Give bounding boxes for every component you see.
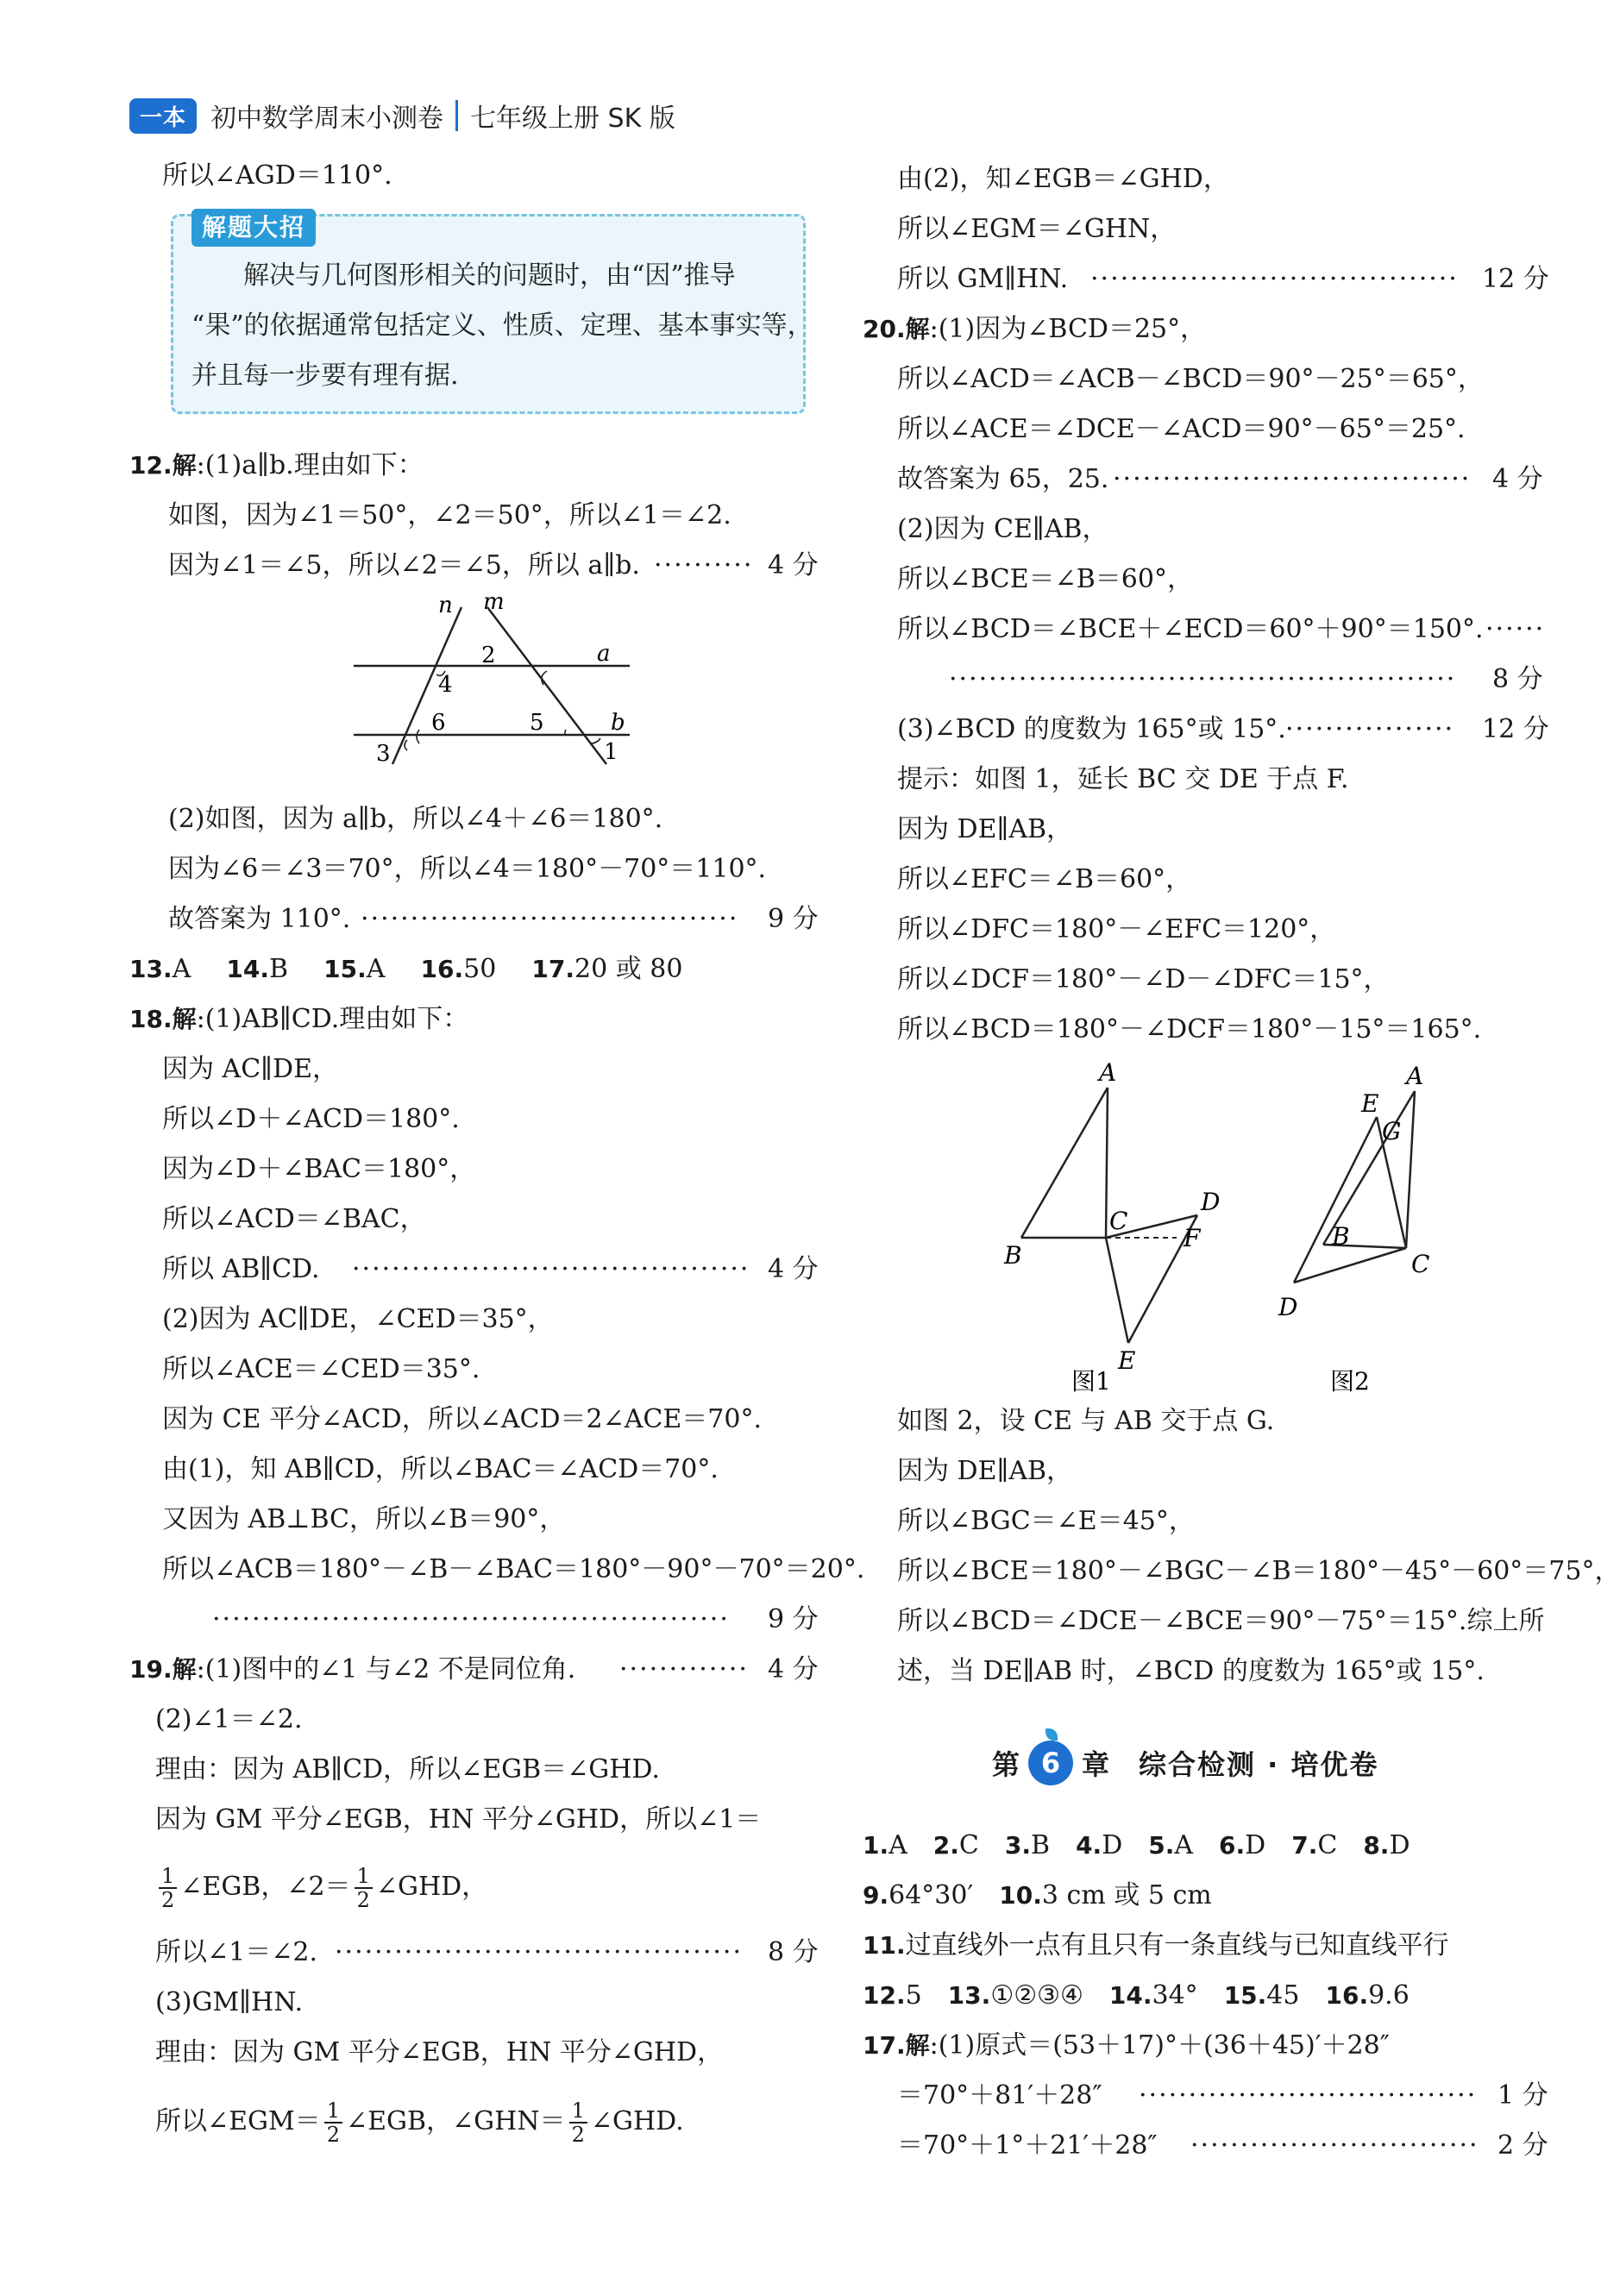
text-line: 提示：如图 1，延长 BC 交 DE 于点 F.	[897, 764, 1349, 794]
text-line: 述，当 DE∥AB 时，∠BCD 的度数为 165°或 15°.	[897, 1656, 1485, 1686]
answer: A	[366, 954, 386, 984]
text: :(1)图中的∠1 与∠2 不是同位角.	[196, 1654, 576, 1684]
question-number: 13.	[947, 1981, 991, 2010]
text-line: 所以∠ACE＝∠DCE－∠ACD＝90°－65°＝25°.	[897, 414, 1466, 444]
answer: B	[1031, 1830, 1051, 1860]
leader-dots: ··································	[1139, 2080, 1478, 2111]
leader-dots: ·····································	[1090, 264, 1459, 294]
question-number: 9.	[863, 1881, 889, 1910]
text-line: 所以∠BCD＝∠DCE－∠BCE＝90°－75°＝15°.综上所	[897, 1606, 1545, 1636]
text-line: 所以∠ACD＝∠BAC，	[162, 1204, 426, 1234]
text-line: (2)∠1＝∠2.	[155, 1704, 303, 1735]
score: 9 分	[768, 904, 819, 934]
text-line: 故答案为 110°.	[168, 904, 351, 934]
fraction: $\frac{1}{2}$	[355, 1865, 373, 1911]
answer: 20 或 80	[575, 954, 683, 984]
figure-q12	[345, 589, 673, 776]
label-F: F	[1184, 1224, 1201, 1252]
answer: 5	[905, 1980, 922, 2011]
text-line: 因为 DE∥AB，	[897, 1456, 1073, 1486]
answers-1-8	[863, 1829, 1410, 1863]
text-line: (3)GM∥HN.	[155, 1987, 304, 2017]
label-2: 2	[481, 643, 496, 668]
answer: 34°	[1152, 1980, 1198, 2011]
leader-dots: ······································	[361, 904, 739, 934]
leaf-icon	[1045, 1728, 1058, 1741]
label-A: A	[1099, 1058, 1117, 1087]
chapter-heading	[992, 1737, 1378, 1789]
answer: B	[268, 954, 289, 984]
answer: A	[888, 1830, 907, 1860]
score: 8 分	[1492, 664, 1543, 694]
question-19	[129, 1653, 575, 1687]
page-header	[129, 93, 675, 138]
text: :(1)AB∥CD.理由如下：	[196, 1004, 469, 1034]
question-number: 11.	[863, 1931, 906, 1960]
label-B: B	[1332, 1222, 1350, 1251]
text-line: 所以∠ACD＝∠ACB－∠BCD＝90°－25°＝65°，	[897, 364, 1484, 394]
text: 所以∠EGM＝	[155, 2106, 321, 2136]
text-line: 因为 GM 平分∠EGB，HN 平分∠GHD，所以∠1＝	[155, 1804, 762, 1835]
answer: 3 cm 或 5 cm	[1041, 1880, 1212, 1910]
tip-line: 并且每一步要有理有据.	[192, 361, 459, 391]
text: ∠GHD.	[590, 2106, 684, 2136]
text-line: ＝70°＋81′＋28″	[897, 2080, 1102, 2111]
text-line	[155, 1861, 487, 1913]
book-title: 七年级上册 SK 版	[470, 104, 675, 134]
text-line	[155, 2096, 684, 2148]
label-A: A	[1406, 1062, 1424, 1090]
question-number: 19.解	[129, 1655, 197, 1684]
figure-1	[992, 1057, 1251, 1396]
score: 4 分	[1492, 464, 1543, 494]
text-line: (2)如图，因为 a∥b，所以∠4＋∠6＝180°.	[168, 804, 663, 834]
answer: 45	[1266, 1980, 1300, 2011]
text-line: 因为 CE 平分∠ACD，所以∠ACD＝2∠ACE＝70°.	[162, 1404, 762, 1434]
question-number: 7.	[1291, 1831, 1318, 1860]
leader-dots: ·················	[1285, 714, 1455, 744]
tip-line: 解决与几何图形相关的问题时，由“因”推导	[243, 260, 736, 291]
answer: A	[1174, 1830, 1194, 1860]
question-number: 14.	[226, 955, 269, 983]
chapter-title: 综合检测 · 培优卷	[1139, 1748, 1379, 1781]
text-line: 故答案为 65，25.	[897, 464, 1109, 494]
question-number: 15.	[1223, 1981, 1267, 2010]
question-20	[863, 312, 1206, 347]
label-C: C	[1411, 1250, 1430, 1278]
question-number: 16.	[420, 955, 464, 983]
answer: 50	[463, 954, 497, 984]
question-number: 5.	[1148, 1831, 1175, 1860]
text-line: 如图 2，设 CE 与 AB 交于点 G.	[897, 1406, 1275, 1436]
chapter-number-badge	[1028, 1741, 1073, 1785]
answer: D	[1389, 1830, 1410, 1860]
label-G: G	[1382, 1117, 1402, 1145]
text: ∠EGB，∠2＝	[180, 1872, 351, 1902]
leader-dots: ····················································	[212, 1604, 730, 1634]
label-m: m	[483, 589, 505, 615]
text-line: 所以 GM∥HN.	[897, 264, 1069, 294]
text-line: 所以∠DCF＝180°－∠D－∠DFC＝15°，	[897, 964, 1390, 994]
question-18	[129, 1002, 468, 1037]
question-number: 6.	[1219, 1831, 1246, 1860]
answers-9-10	[863, 1879, 1212, 1913]
answer: C	[1317, 1830, 1338, 1860]
question-number: 12.解	[129, 451, 197, 480]
text-line: 因为∠1＝∠5，所以∠2＝∠5，所以 a∥b.	[168, 550, 640, 580]
text-line: 所以∠EGM＝∠GHN，	[897, 214, 1177, 244]
label-D: D	[1278, 1293, 1298, 1321]
fraction: $\frac{1}{2}$	[159, 1865, 177, 1911]
text-line: 所以∠1＝∠2.	[155, 1937, 317, 1967]
fraction: $\frac{1}{2}$	[569, 2099, 587, 2146]
text-line: 所以∠BCE＝∠B＝60°，	[897, 564, 1193, 594]
question-number: 16.	[1325, 1981, 1369, 2010]
question-number: 17.解	[863, 2031, 930, 2060]
line-m	[487, 607, 606, 764]
answer: ①②③④	[990, 1980, 1083, 2011]
text-line: 所以∠AGD＝110°.	[162, 160, 392, 191]
question-number: 15.	[323, 955, 367, 983]
figure-caption: 图1	[1071, 1367, 1111, 1396]
text: :(1)因为∠BCD＝25°，	[929, 314, 1207, 344]
text: :(1)a∥b.理由如下：	[196, 450, 424, 480]
answer: A	[172, 954, 192, 984]
leader-dots: ···················································	[949, 664, 1457, 694]
question-number: 8.	[1363, 1831, 1390, 1860]
text: ∠GHD，	[375, 1872, 488, 1902]
question-number: 3.	[1004, 1831, 1032, 1860]
text-line: 由(1)，知 AB∥CD，所以∠BAC＝∠ACD＝70°.	[162, 1454, 719, 1484]
answers-12-16	[863, 1979, 1410, 2013]
label-a: a	[597, 641, 611, 667]
question-number: 17.	[531, 955, 575, 983]
score: 4 分	[768, 1254, 819, 1284]
figure-caption: 图2	[1330, 1367, 1370, 1396]
label-b: b	[611, 710, 625, 736]
label-5: 5	[530, 710, 544, 736]
label-D: D	[1201, 1188, 1221, 1216]
answer: 过直线外一点有且只有一条直线与已知直线平行	[905, 1930, 1449, 1960]
text-line: 理由：因为 GM 平分∠EGB，HN 平分∠GHD，	[155, 2037, 724, 2067]
text-line: 所以∠EFC＝∠B＝60°，	[897, 864, 1192, 894]
text-line: 因为∠D＋∠BAC＝180°，	[162, 1154, 476, 1184]
label-C: C	[1109, 1207, 1128, 1235]
answer: D	[1245, 1830, 1266, 1860]
text-line: 因为 DE∥AB，	[897, 814, 1073, 844]
text-line: 所以∠ACE＝∠CED＝35°.	[162, 1354, 480, 1384]
tip-title: 解题大招	[192, 209, 316, 247]
answer-11	[863, 1929, 1449, 1963]
text: :(1)原式＝(53＋17)°＋(36＋45)′＋28″	[929, 2030, 1390, 2061]
question-number: 12.	[863, 1981, 906, 2010]
text-line: 如图，因为∠1＝50°，∠2＝50°，所以∠1＝∠2.	[168, 500, 732, 530]
answer: D	[1102, 1830, 1123, 1860]
label-3: 3	[376, 741, 391, 767]
answer: C	[958, 1830, 979, 1860]
score: 12 分	[1482, 714, 1549, 744]
leader-dots: ··········	[654, 550, 754, 580]
text: ∠EGB，∠GHN＝	[346, 2106, 566, 2136]
leader-dots: ·········································	[335, 1937, 743, 1967]
leader-dots: ·····························	[1190, 2130, 1479, 2161]
score: 9 分	[768, 1604, 819, 1634]
text-line: 所以∠BCD＝180°－∠DCF＝180°－15°＝165°.	[897, 1014, 1482, 1044]
question-number: 20.解	[863, 315, 930, 343]
brand-logo: 一本	[129, 98, 197, 134]
question-12	[129, 449, 424, 483]
label-6: 6	[431, 710, 446, 736]
answer: 64°30′	[888, 1880, 974, 1910]
chapter-suffix: 章	[1082, 1748, 1110, 1781]
score: 12 分	[1482, 264, 1549, 294]
score: 4 分	[768, 550, 819, 580]
question-number: 1.	[863, 1831, 889, 1860]
text-line: (2)因为 AC∥DE，∠CED＝35°，	[162, 1304, 554, 1334]
text-line: 由(2)，知∠EGB＝∠GHD，	[897, 164, 1229, 194]
text-line: 又因为 AB⊥BC，所以∠B＝90°，	[162, 1504, 566, 1534]
chapter-number: 6	[1040, 1747, 1061, 1779]
score: 2 分	[1498, 2130, 1548, 2161]
leader-dots: ······	[1485, 614, 1546, 644]
chapter-prefix: 第	[992, 1748, 1020, 1781]
text-line: 所以∠D＋∠ACD＝180°.	[162, 1104, 460, 1134]
question-number: 10.	[999, 1881, 1042, 1910]
question-number: 14.	[1108, 1981, 1152, 2010]
text-line: 所以∠BGC＝∠E＝45°，	[897, 1506, 1195, 1536]
label-E: E	[1118, 1346, 1136, 1375]
question-number: 2.	[932, 1831, 959, 1860]
text-line: 所以∠DFC＝180°－∠EFC＝120°，	[897, 914, 1336, 944]
score: 8 分	[768, 1937, 819, 1967]
label-4: 4	[438, 672, 453, 698]
text-line: 所以∠ACB＝180°－∠B－∠BAC＝180°－90°－70°＝20°.	[162, 1554, 865, 1584]
score: 1 分	[1498, 2080, 1548, 2111]
text-line: (3)∠BCD 的度数为 165°或 15°.	[897, 714, 1286, 744]
answer: 9.6	[1368, 1980, 1410, 2011]
score: 4 分	[768, 1654, 819, 1684]
label-E: E	[1361, 1089, 1379, 1118]
label-B: B	[1004, 1241, 1022, 1270]
text-line: 因为 AC∥DE，	[162, 1054, 338, 1084]
text-line: ＝70°＋1°＋21′＋28″	[897, 2130, 1158, 2161]
question-number: 13.	[129, 955, 173, 983]
text-line: 所以∠BCD＝∠BCE＋∠ECD＝60°＋90°＝150°.	[897, 614, 1484, 644]
label-1: 1	[604, 739, 618, 765]
question-number: 18.解	[129, 1005, 197, 1033]
label-n: n	[438, 593, 453, 618]
text-line: 所以∠BCE＝180°－∠BGC－∠B＝180°－45°－60°＝75°，	[897, 1556, 1620, 1586]
series-title: 初中数学周末小测卷	[210, 104, 444, 134]
text-line: (2)因为 CE∥AB，	[897, 514, 1108, 544]
leader-dots: ·············	[619, 1654, 749, 1684]
leader-dots: ········································	[352, 1254, 750, 1284]
question-17	[863, 2029, 1390, 2063]
header-divider	[455, 100, 458, 131]
answers-13-17	[129, 952, 682, 987]
fraction: $\frac{1}{2}$	[324, 2099, 342, 2146]
tip-line: “果”的依据通常包括定义、性质、定理、基本事实等，	[192, 311, 813, 341]
leader-dots: ····································	[1113, 464, 1472, 494]
figure-2	[1268, 1057, 1475, 1396]
text-line: 因为∠6＝∠3＝70°，所以∠4＝180°－70°＝110°.	[168, 854, 767, 884]
question-number: 4.	[1076, 1831, 1102, 1860]
text-line: 所以 AB∥CD.	[162, 1254, 320, 1284]
text-line: 理由：因为 AB∥CD，所以∠EGB＝∠GHD.	[155, 1754, 660, 1785]
